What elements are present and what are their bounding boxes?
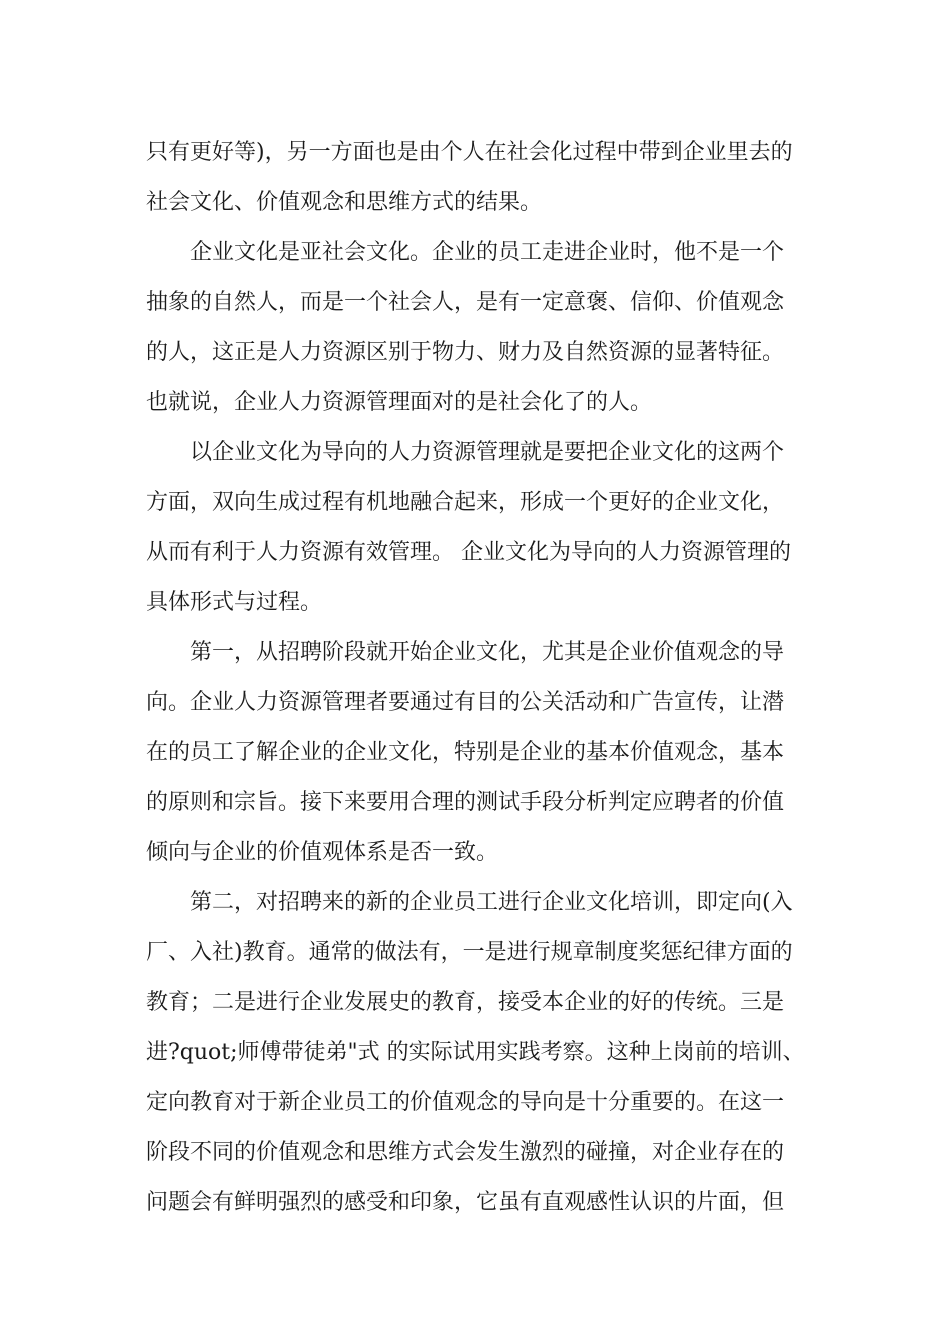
paragraph-start-line: 第一，从招聘阶段就开始企业文化，尤其是企业价值观念的导: [190, 640, 785, 665]
text-line: 的原则和宗旨。接下来要用合理的测试手段分析判定应聘者的价值: [146, 790, 785, 815]
text-line: 倾向与企业的价值观体系是否一致。: [146, 840, 499, 865]
body-text: [146, 128, 806, 1228]
text-line: 定向教育对于新企业员工的价值观念的导向是十分重要的。在这一: [146, 1090, 785, 1115]
text-line: 厂、入社)教育。通常的做法有，一是进行规章制度奖惩纪律方面的: [146, 940, 793, 965]
paragraph-start-line: 第二，对招聘来的新的企业员工进行企业文化培训，即定向(入: [190, 890, 793, 915]
text-line: 具体形式与过程。: [146, 590, 323, 615]
text-line: 问题会有鲜明强烈的感受和印象，它虽有直观感性认识的片面，但: [146, 1190, 785, 1215]
text-line: 在的员工了解企业的企业文化，特别是企业的基本价值观念，基本: [146, 740, 785, 765]
text-line: 的人，这正是人力资源区别于物力、财力及自然资源的显著特征。: [146, 340, 785, 365]
text-line: 进?quot;师傅带徒弟"式 的实际试用实践考察。这种上岗前的培训、: [146, 1040, 805, 1065]
paragraph-start-line: 企业文化是亚社会文化。企业的员工走进企业时，他不是一个: [190, 240, 785, 265]
text-line: 从而有利于人力资源有效管理。 企业文化为导向的人力资源管理的: [146, 540, 791, 565]
text-line: 向。企业人力资源管理者要通过有目的公关活动和广告宣传，让潜: [146, 690, 785, 715]
text-line: 也就说，企业人力资源管理面对的是社会化了的人。: [146, 390, 653, 415]
text-line: 只有更好等)，另一方面也是由个人在社会化过程中带到企业里去的: [146, 140, 793, 165]
text-line: 阶段不同的价值观念和思维方式会发生激烈的碰撞，对企业存在的: [146, 1140, 785, 1165]
text-line: 社会文化、价值观念和思维方式的结果。: [146, 190, 543, 215]
paragraph-start-line: 以企业文化为导向的人力资源管理就是要把企业文化的这两个: [190, 440, 785, 465]
text-line: 抽象的自然人，而是一个社会人，是有一定意褒、信仰、价值观念: [146, 290, 785, 315]
text-line: 方面，双向生成过程有机地融合起来，形成一个更好的企业文化，: [146, 490, 785, 515]
text-line: 教育；二是进行企业发展史的教育，接受本企业的好的传统。三是: [146, 990, 785, 1015]
